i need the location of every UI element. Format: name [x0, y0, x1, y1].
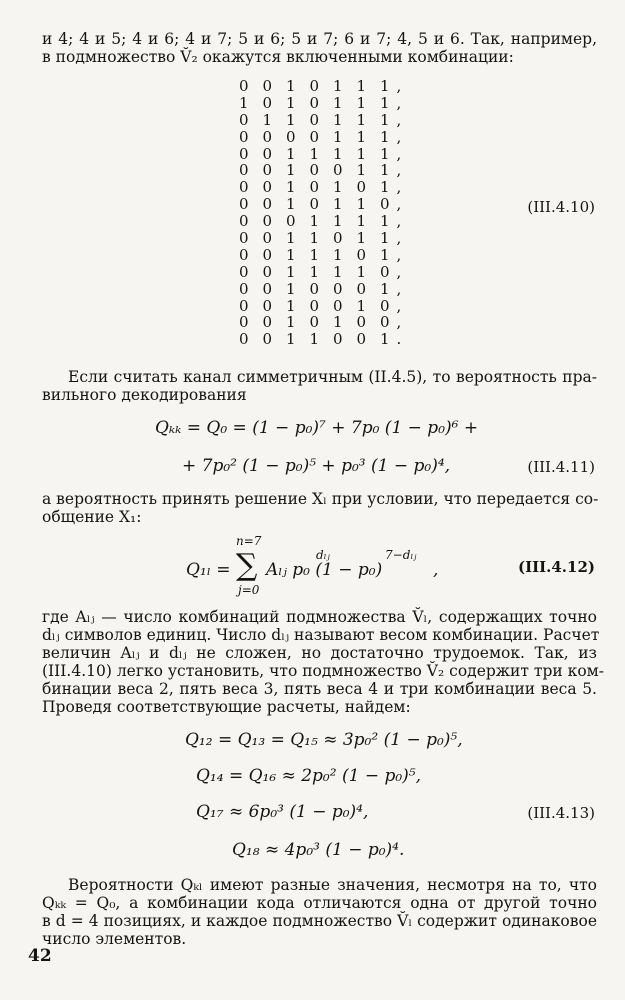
matrix-cell: 0: [262, 195, 273, 214]
matrix-punct: ,: [396, 110, 402, 129]
matrix-cell: 0: [309, 313, 320, 332]
matrix-cell: 1: [356, 77, 367, 95]
sum-lower-limit: j=0: [238, 583, 260, 597]
equation-label: (III.4.11): [527, 458, 595, 476]
matrix-cell: 1: [262, 110, 273, 129]
matrix-cell: 0: [356, 279, 367, 298]
matrix-cell: 0: [285, 127, 296, 146]
text-line: и 4; 4 и 5; 4 и 6; 4 и 7; 5 и 6; 5 и 7; 6 и 7; 4, 5 и 6. Так, например,: [42, 30, 597, 48]
matrix-cell: 1: [332, 245, 343, 264]
matrix-row: [232, 162, 409, 179]
matrix-cell: 1: [285, 93, 296, 112]
matrix-cell: 1: [332, 313, 343, 332]
matrix-cell: 0: [238, 144, 249, 163]
matrix-cell: 1: [309, 330, 320, 349]
matrix-cell: 1: [285, 279, 296, 298]
equation-label: (III.4.10): [527, 198, 595, 216]
matrix-cell: 1: [379, 229, 390, 248]
equation-13-line3: Q₁₇ ≈ 6p₀³ (1 − p₀)⁴,: [196, 802, 369, 822]
matrix-cell: 1: [309, 262, 320, 281]
matrix-cell: 1: [356, 144, 367, 163]
matrix-cell: 0: [238, 313, 249, 332]
text-line: где Aₗⱼ — число комбинаций подмножества V̆ₗ, содержащих точно: [42, 608, 597, 626]
equation-label: (III.4.12): [518, 558, 595, 576]
matrix-cell: 1: [285, 330, 296, 349]
matrix-punct: ,: [396, 77, 402, 95]
matrix-cell: 1: [356, 212, 367, 231]
page-number: 42: [28, 946, 52, 966]
matrix-cell: 0: [262, 313, 273, 332]
matrix-cell: 1: [309, 229, 320, 248]
matrix-row: [232, 264, 409, 281]
matrix-cell: 1: [238, 93, 249, 112]
matrix-cell: 0: [309, 279, 320, 298]
matrix-cell: 1: [379, 279, 390, 298]
matrix-cell: 1: [356, 296, 367, 315]
matrix-cell: 1: [356, 229, 367, 248]
matrix-row: [232, 179, 409, 196]
matrix-cell: 1: [356, 93, 367, 112]
matrix-punct: ,: [396, 93, 402, 112]
matrix-cell: 0: [309, 127, 320, 146]
equation-12-rhs: Aₗⱼ p₀ (1 − p₀): [266, 560, 383, 580]
matrix-cell: 0: [262, 161, 273, 180]
equation-13-line2: Q₁₄ = Q₁₆ ≈ 2p₀² (1 − p₀)⁵,: [196, 766, 422, 786]
equation-12-end: ,: [433, 560, 439, 580]
matrix-cell: 1: [332, 127, 343, 146]
matrix-cell: 0: [309, 178, 320, 197]
matrix-cell: 1: [379, 110, 390, 129]
matrix-row: [232, 129, 409, 146]
matrix-cell: 0: [238, 262, 249, 281]
exponent-dlj: dₗⱼ: [316, 548, 330, 562]
matrix-cell: 0: [238, 195, 249, 214]
text-line: число элементов.: [42, 930, 187, 948]
matrix-cell: 1: [285, 77, 296, 95]
matrix-row: [232, 281, 409, 298]
equation-11-line1: Qₖₖ = Q₀ = (1 − p₀)⁷ + 7p₀ (1 − p₀)⁶ +: [155, 418, 479, 438]
text-line: бинации веса 2, пять веса 3, пять веса 4 и три комбинации веса 5.: [42, 680, 597, 698]
sum-upper-limit: n=7: [236, 534, 262, 548]
text-line: Проведя соответствующие расчеты, найдем:: [42, 698, 411, 716]
matrix-cell: 0: [262, 262, 273, 281]
matrix-punct: ,: [396, 245, 402, 264]
matrix-cell: 0: [309, 161, 320, 180]
matrix-cell: 1: [356, 127, 367, 146]
matrix-cell: 1: [285, 110, 296, 129]
text-line: Вероятности Qₖₗ имеют разные значения, несмотря на то, что: [68, 876, 597, 894]
matrix-cell: 0: [262, 296, 273, 315]
equation-13-line1: Q₁₂ = Q₁₃ = Q₁₅ ≈ 3p₀² (1 − p₀)⁵,: [185, 730, 463, 750]
matrix-cell: 0: [238, 296, 249, 315]
matrix-cell: 0: [238, 212, 249, 231]
matrix-row: [232, 331, 409, 348]
text-line: в подмножество V̆₂ окажутся включенными комбинации:: [42, 48, 514, 66]
matrix-cell: 0: [262, 245, 273, 264]
matrix-row: [232, 95, 409, 112]
matrix-cell: 0: [356, 245, 367, 264]
matrix-cell: 1: [332, 144, 343, 163]
matrix-cell: 0: [379, 313, 390, 332]
matrix-cell: 1: [285, 229, 296, 248]
matrix-punct: ,: [396, 127, 402, 146]
matrix-cell: 0: [262, 229, 273, 248]
matrix-cell: 1: [285, 161, 296, 180]
text-line: а вероятность принять решение Xₗ при условии, что передается со-: [42, 490, 599, 508]
matrix-cell: 0: [332, 279, 343, 298]
matrix-punct: ,: [396, 144, 402, 163]
matrix-cell: 0: [262, 144, 273, 163]
matrix-punct: ,: [396, 212, 402, 231]
matrix-cell: 0: [309, 110, 320, 129]
matrix-cell: 0: [332, 161, 343, 180]
matrix-cell: 0: [262, 178, 273, 197]
matrix-cell: 0: [238, 330, 249, 349]
matrix-cell: 0: [238, 161, 249, 180]
matrix-cell: 1: [379, 93, 390, 112]
matrix-cell: 1: [285, 262, 296, 281]
matrix-cell: 0: [238, 127, 249, 146]
matrix-cell: 1: [285, 245, 296, 264]
matrix-cell: 0: [238, 77, 249, 95]
matrix-cell: 1: [379, 330, 390, 349]
matrix-row: [232, 78, 409, 95]
matrix-cell: 1: [379, 77, 390, 95]
matrix-cell: 1: [379, 144, 390, 163]
matrix-cell: 0: [238, 110, 249, 129]
matrix-punct: ,: [396, 313, 402, 332]
matrix-row: [232, 112, 409, 129]
matrix-cell: 1: [379, 245, 390, 264]
matrix-punct: ,: [396, 229, 402, 248]
matrix-punct: ,: [396, 279, 402, 298]
matrix-cell: 0: [285, 212, 296, 231]
matrix-row: [232, 196, 409, 213]
matrix-cell: 1: [356, 262, 367, 281]
matrix-cell: 0: [262, 212, 273, 231]
matrix-cell: 1: [285, 313, 296, 332]
text-line: (III.4.10) легко установить, что подмножество V̆₂ содержит три ком-: [42, 662, 604, 680]
matrix-cell: 1: [356, 161, 367, 180]
sum-sign: ∑: [236, 548, 258, 583]
matrix-cell: 1: [285, 195, 296, 214]
matrix-cell: 1: [379, 127, 390, 146]
matrix-cell: 0: [262, 77, 273, 95]
matrix-cell: 0: [238, 245, 249, 264]
matrix-punct: ,: [396, 262, 402, 281]
matrix-cell: 1: [356, 110, 367, 129]
matrix-cell: 0: [379, 195, 390, 214]
matrix-row: [232, 314, 409, 331]
matrix-cell: 0: [262, 127, 273, 146]
text-line: Если считать канал симметричным (II.4.5), то вероятность пра-: [68, 368, 597, 386]
matrix-cell: 1: [332, 77, 343, 95]
matrix-cell: 0: [332, 229, 343, 248]
text-line: в d = 4 позициях, и каждое подмножество V̆ₗ содержит одинаковое: [42, 912, 597, 930]
text-line: величин Aₗⱼ и dₗⱼ не сложен, но достаточно трудоемок. Так, из: [42, 644, 597, 662]
matrix-cell: 0: [356, 313, 367, 332]
matrix-punct: ,: [396, 178, 402, 197]
matrix-cell: 0: [309, 195, 320, 214]
matrix-cell: 1: [332, 93, 343, 112]
matrix-cell: 1: [379, 178, 390, 197]
matrix-cell: 1: [309, 144, 320, 163]
matrix-cell: 1: [379, 161, 390, 180]
matrix-cell: 0: [379, 262, 390, 281]
matrix-cell: 0: [332, 330, 343, 349]
matrix-cell: 1: [309, 245, 320, 264]
matrix-punct: ,: [396, 296, 402, 315]
equation-label: (III.4.13): [527, 804, 595, 822]
equation-12-lhs: Q₁ₗ =: [186, 560, 231, 580]
matrix-cell: 1: [332, 212, 343, 231]
matrix-punct: ,: [396, 161, 402, 180]
matrix-cell: 0: [238, 279, 249, 298]
matrix-cell: 0: [309, 93, 320, 112]
text-line: вильного декодирования: [42, 386, 247, 404]
matrix-cell: 1: [285, 296, 296, 315]
matrix-cell: 1: [332, 195, 343, 214]
matrix-cell: 1: [379, 212, 390, 231]
matrix-cell: 0: [379, 296, 390, 315]
matrix-cell: 0: [238, 178, 249, 197]
matrix-cell: 1: [285, 178, 296, 197]
matrix-cell: 0: [332, 296, 343, 315]
matrix-row: [232, 213, 409, 230]
equation-13-line4: Q₁₈ ≈ 4p₀³ (1 − p₀)⁴.: [232, 840, 405, 860]
matrix-cell: 1: [332, 262, 343, 281]
matrix-cell: 0: [238, 229, 249, 248]
matrix-cell: 0: [262, 330, 273, 349]
text-line: Qₖₖ = Q₀, а комбинации кода отличаются одна от другой точно: [42, 894, 597, 912]
matrix-cell: 1: [309, 212, 320, 231]
matrix-cell: 0: [262, 93, 273, 112]
matrix-punct: ,: [396, 195, 402, 214]
matrix-cell: 0: [309, 77, 320, 95]
matrix-cell: 1: [332, 178, 343, 197]
matrix-cell: 1: [332, 110, 343, 129]
equation-11-line2: + 7p₀² (1 − p₀)⁵ + p₀³ (1 − p₀)⁴,: [182, 456, 451, 476]
matrix-punct: .: [396, 330, 402, 349]
matrix-cell: 0: [262, 279, 273, 298]
combination-matrix: [232, 78, 409, 348]
exponent-7-dlj: 7−dₗⱼ: [385, 548, 417, 562]
matrix-cell: 0: [356, 330, 367, 349]
matrix-cell: 0: [309, 296, 320, 315]
matrix-row: [232, 298, 409, 315]
matrix-row: [232, 146, 409, 163]
matrix-row: [232, 247, 409, 264]
matrix-cell: 1: [285, 144, 296, 163]
text-line: dₗⱼ символов единиц. Число dₗⱼ называют весом комбинации. Расчет: [42, 626, 600, 644]
matrix-cell: 0: [356, 178, 367, 197]
matrix-row: [232, 230, 409, 247]
matrix-cell: 1: [356, 195, 367, 214]
text-line: общение X₁:: [42, 508, 142, 526]
